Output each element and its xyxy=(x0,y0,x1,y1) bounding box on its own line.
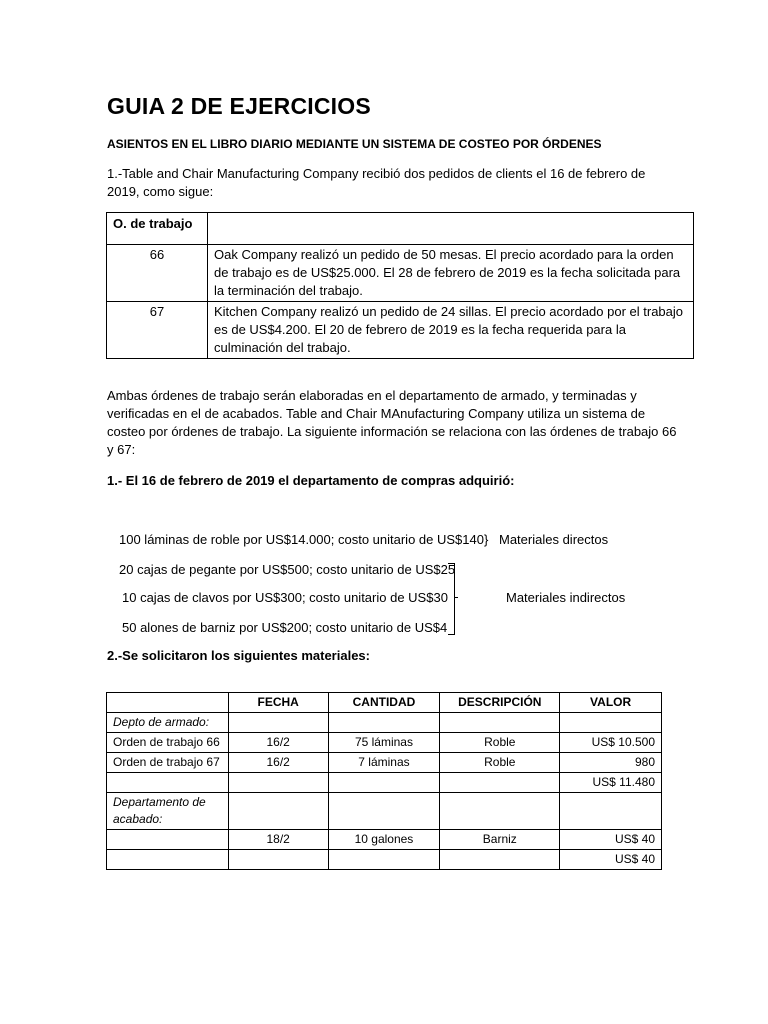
table-cell xyxy=(328,713,440,733)
table-row xyxy=(107,850,662,870)
table-cell: 10 galones xyxy=(328,830,440,850)
indirect-materials-label: Materiales indirectos xyxy=(506,590,626,605)
page-subtitle: ASIENTOS EN EL LIBRO DIARIO MEDIANTE UN SISTEMA DE COSTEO POR ÓRDENES xyxy=(107,137,602,151)
table-row xyxy=(107,773,662,793)
purchase-line: 20 cajas de pegante por US$500; costo unitario de US$25 xyxy=(119,562,456,577)
table-cell xyxy=(560,793,662,830)
table-cell xyxy=(228,850,328,870)
purchase-line: 100 láminas de roble por US$14.000; costo unitario de US$140} xyxy=(119,532,489,547)
order-description: Kitchen Company realizó un pedido de 24 sillas. El precio acordado por el trabajo es de US$4.200. El 20 de febrero de 2019 es la fecha requerida para la culminación del trabajo. xyxy=(208,302,694,359)
table-cell: US$ 11.480 xyxy=(560,773,662,793)
header-cell: FECHA xyxy=(228,693,328,713)
table-cell: 18/2 xyxy=(228,830,328,850)
header-cell: VALOR xyxy=(560,693,662,713)
table-cell xyxy=(328,793,440,830)
table-header-row xyxy=(107,693,662,713)
table-cell: 75 láminas xyxy=(328,733,440,753)
table-cell: Roble xyxy=(440,753,560,773)
table-cell: Orden de trabajo 67 xyxy=(107,753,229,773)
table-cell: 16/2 xyxy=(228,733,328,753)
header-cell: CANTIDAD xyxy=(328,693,440,713)
table-cell xyxy=(107,850,229,870)
orders-header-empty xyxy=(208,213,694,245)
table-cell: Orden de trabajo 66 xyxy=(107,733,229,753)
table-cell xyxy=(107,830,229,850)
orders-header-cell: O. de trabajo xyxy=(107,213,208,245)
page-title: GUIA 2 DE EJERCICIOS xyxy=(107,93,371,119)
table-cell: Departamento de acabado: xyxy=(107,793,229,830)
table-cell xyxy=(228,793,328,830)
requisitions-table xyxy=(106,692,662,870)
table-cell: Depto de armado: xyxy=(107,713,229,733)
table-cell xyxy=(560,713,662,733)
order-row xyxy=(107,245,694,302)
orders-table xyxy=(106,212,694,359)
table-cell xyxy=(228,713,328,733)
table-cell xyxy=(440,793,560,830)
table-row xyxy=(107,830,662,850)
table-row xyxy=(107,793,662,830)
table-cell: 980 xyxy=(560,753,662,773)
order-number: 67 xyxy=(107,302,208,359)
table-row xyxy=(107,753,662,773)
header-cell xyxy=(107,693,229,713)
order-row xyxy=(107,302,694,359)
order-description: Oak Company realizó un pedido de 50 mesas. El precio acordado para la orden de trabajo es de US$25.000. El 28 de febrero de 2019 es la fecha solicitada para la terminación del trabajo. xyxy=(208,245,694,302)
order-number: 66 xyxy=(107,245,208,302)
table-cell: US$ 10.500 xyxy=(560,733,662,753)
table-cell xyxy=(440,713,560,733)
table-cell xyxy=(228,773,328,793)
bracket-tick xyxy=(454,597,458,598)
table-cell: US$ 40 xyxy=(560,830,662,850)
table-cell: Roble xyxy=(440,733,560,753)
body-paragraph: Ambas órdenes de trabajo serán elaboradas en el departamento de armado, y terminadas y verificadas en el de acabados. Table and Chair MAnufacturing Company utiliza un sistema de costeo por órdenes de trabajo. La siguiente información se relaciona con las órdenes de trabajo 66 y 67: xyxy=(107,388,677,457)
table-cell: Barniz xyxy=(440,830,560,850)
table-cell xyxy=(107,773,229,793)
table-cell: 7 láminas xyxy=(328,753,440,773)
table-cell xyxy=(440,850,560,870)
table-row xyxy=(107,713,662,733)
intro-paragraph: 1.-Table and Chair Manufacturing Company recibió dos pedidos de clients el 16 de febrero de 2019, como sigue: xyxy=(107,166,646,199)
section-heading-requisitions: 2.-Se solicitaron los siguientes materiales: xyxy=(107,648,370,663)
table-cell: US$ 40 xyxy=(560,850,662,870)
table-cell xyxy=(440,773,560,793)
purchase-line: 10 cajas de clavos por US$300; costo unitario de US$30 xyxy=(122,590,448,605)
section-heading-purchases: 1.- El 16 de febrero de 2019 el departamento de compras adquirió: xyxy=(107,473,515,488)
table-cell: 16/2 xyxy=(228,753,328,773)
header-cell: DESCRIPCIÓN xyxy=(440,693,560,713)
direct-materials-label: Materiales directos xyxy=(499,532,609,547)
purchase-line: 50 alones de barniz por US$200; costo unitario de US$4 xyxy=(122,620,448,635)
table-cell xyxy=(328,850,440,870)
bracket-mark xyxy=(448,563,455,635)
table-row xyxy=(107,733,662,753)
table-cell xyxy=(328,773,440,793)
